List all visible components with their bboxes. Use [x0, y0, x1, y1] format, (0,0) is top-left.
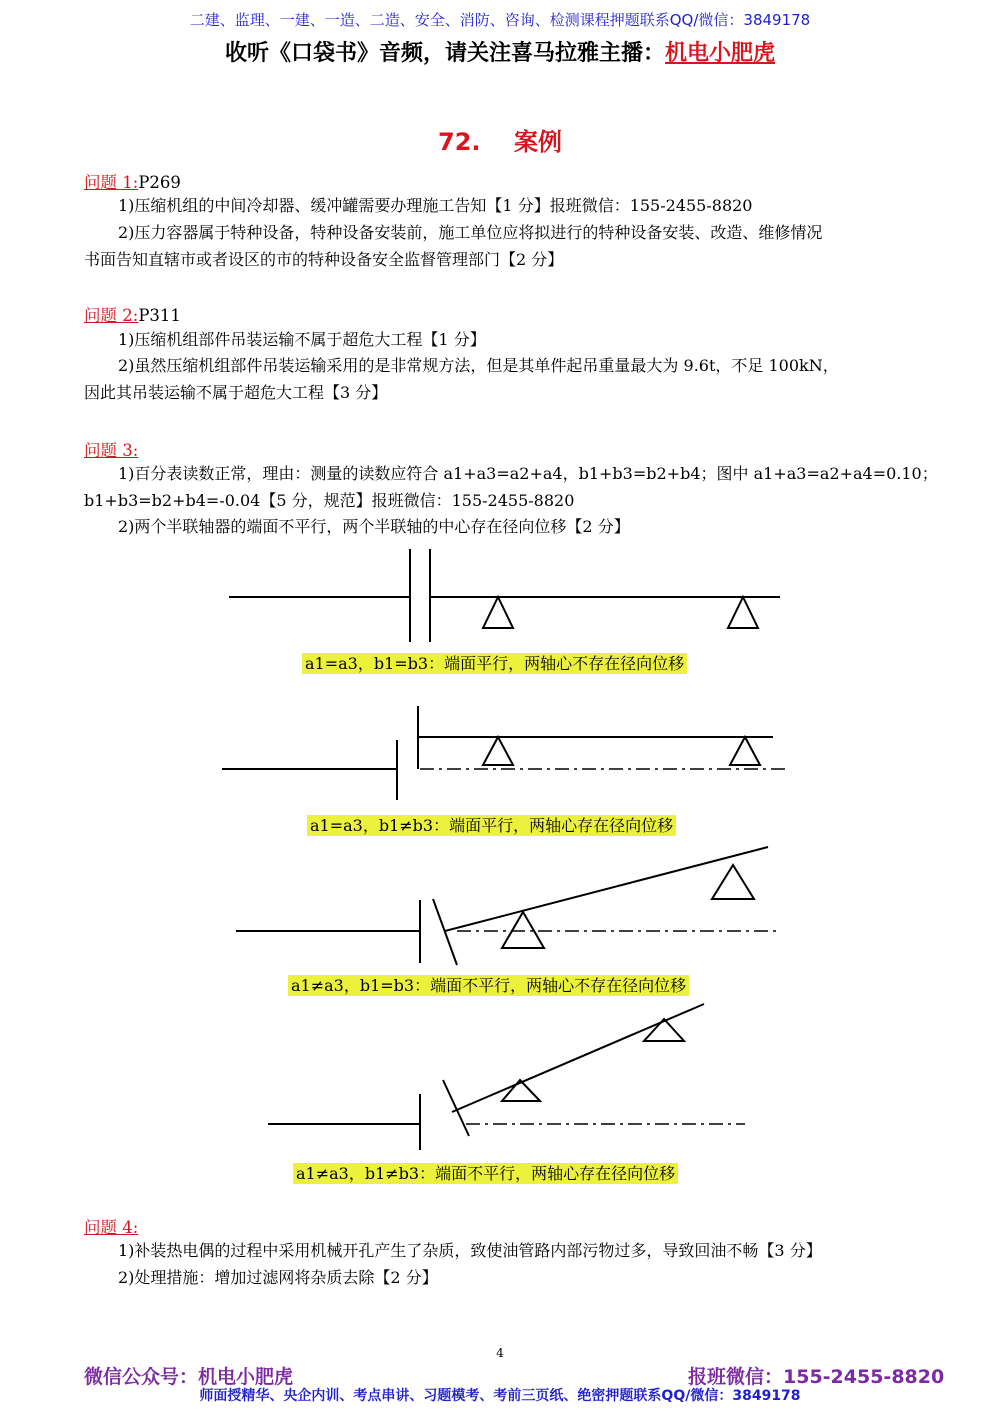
q3-heading: 问题 3:	[84, 441, 139, 460]
diagram-2-parallel-offset	[222, 706, 785, 800]
q1-line3: 书面告知直辖市或者设区的市的特种设备安全监督管理部门【2 分】	[84, 250, 564, 269]
q2-line1: 1)压缩机组部件吊装运输不属于超危大工程【1 分】	[118, 330, 486, 349]
diagram-4-caption-wrap	[293, 1161, 678, 1184]
q1-ref: P269	[138, 173, 181, 192]
q4-line1: 1)补装热电偶的过程中采用机械开孔产生了杂质，致使油管路内部污物过多，导致回油不畅【3 分】	[118, 1241, 822, 1260]
q2-line3: 因此其吊装运输不属于超危大工程【3 分】	[84, 383, 388, 402]
diagram-2-caption-wrap	[307, 813, 676, 836]
listen-prefix: 收听《口袋书》音频，请关注喜马拉雅主播：	[224, 41, 665, 66]
diagram-3-caption-wrap	[288, 973, 689, 996]
diagram-2-caption: a1=a3，b1≠b3：端面平行，两轴心存在径向位移	[307, 815, 676, 836]
diagram-1-caption: a1=a3，b1=b3：端面平行，两轴心不存在径向位移	[302, 653, 687, 674]
q1-heading: 问题 1:	[84, 173, 139, 192]
q1-line1: 1)压缩机组的中间冷却器、缓冲罐需要办理施工告知【1 分】报班微信：155-2455-8820	[118, 196, 753, 215]
q3-line1: 1)百分表读数正常，理由：测量的读数应符合 a1+a3=a2+a4，b1+b3=b2+b4；图中 a1+a3=a2+a4=0.10；	[118, 464, 938, 483]
top-ad-line: 二建、监理、一建、一造、二造、安全、消防、咨询、检测课程押题联系QQ/微信：3849178	[189, 11, 811, 29]
q3-line3: 2)两个半联轴器的端面不平行，两个半联轴的中心存在径向位移【2 分】	[118, 517, 630, 536]
support-triangle	[712, 865, 754, 899]
diagram-3-caption: a1≠a3，b1=b3：端面不平行，两轴心不存在径向位移	[288, 975, 689, 996]
footer-enroll-wechat: 报班微信：155-2455-8820	[688, 1366, 945, 1388]
diagram-4-caption: a1≠a3，b1≠b3：端面不平行，两轴心存在径向位移	[293, 1163, 678, 1184]
q4-heading: 问题 4:	[84, 1218, 139, 1237]
anchor-name-link[interactable]: 机电小肥虎	[665, 41, 776, 66]
q2-heading: 问题 2:	[84, 306, 139, 325]
support-triangle	[502, 912, 544, 948]
footer-bottom-line: 师面授精华、央企内训、考点串讲、习题模考、考前三页纸、绝密押题联系QQ/微信：3849178	[199, 1388, 801, 1404]
support-triangle	[728, 597, 758, 628]
q4-heading-row	[84, 1214, 138, 1238]
support-triangle	[644, 1019, 684, 1041]
q1-line2: 2)压力容器属于特种设备，特种设备安装前，施工单位应将拟进行的特种设备安装、改造、维修情况	[118, 223, 823, 242]
page-title: 72. 案例	[438, 128, 562, 156]
support-triangle	[483, 597, 513, 628]
support-triangle	[483, 737, 513, 765]
q2-line2: 2)虽然压缩机组部件吊装运输采用的是非常规方法，但是其单件起吊重量最大为 9.6t，不足 100kN，	[118, 356, 839, 375]
diagram-3-angular-no-offset	[236, 847, 778, 965]
q4-line2: 2)处理措施：增加过滤网将杂质去除【2 分】	[118, 1268, 438, 1287]
diagram-1-caption-wrap	[302, 651, 687, 674]
q3-line2: b1+b3=b2+b4=-0.04【5 分，规范】报班微信：155-2455-8820	[84, 491, 575, 510]
support-triangle	[730, 737, 760, 765]
diagram-1-parallel-no-offset	[229, 549, 780, 642]
footer-wechat-account: 微信公众号：机电小肥虎	[84, 1366, 294, 1388]
q2-ref: P311	[138, 306, 181, 325]
page-number: 4	[496, 1346, 504, 1360]
diagram-4-angular-offset	[268, 1004, 745, 1150]
